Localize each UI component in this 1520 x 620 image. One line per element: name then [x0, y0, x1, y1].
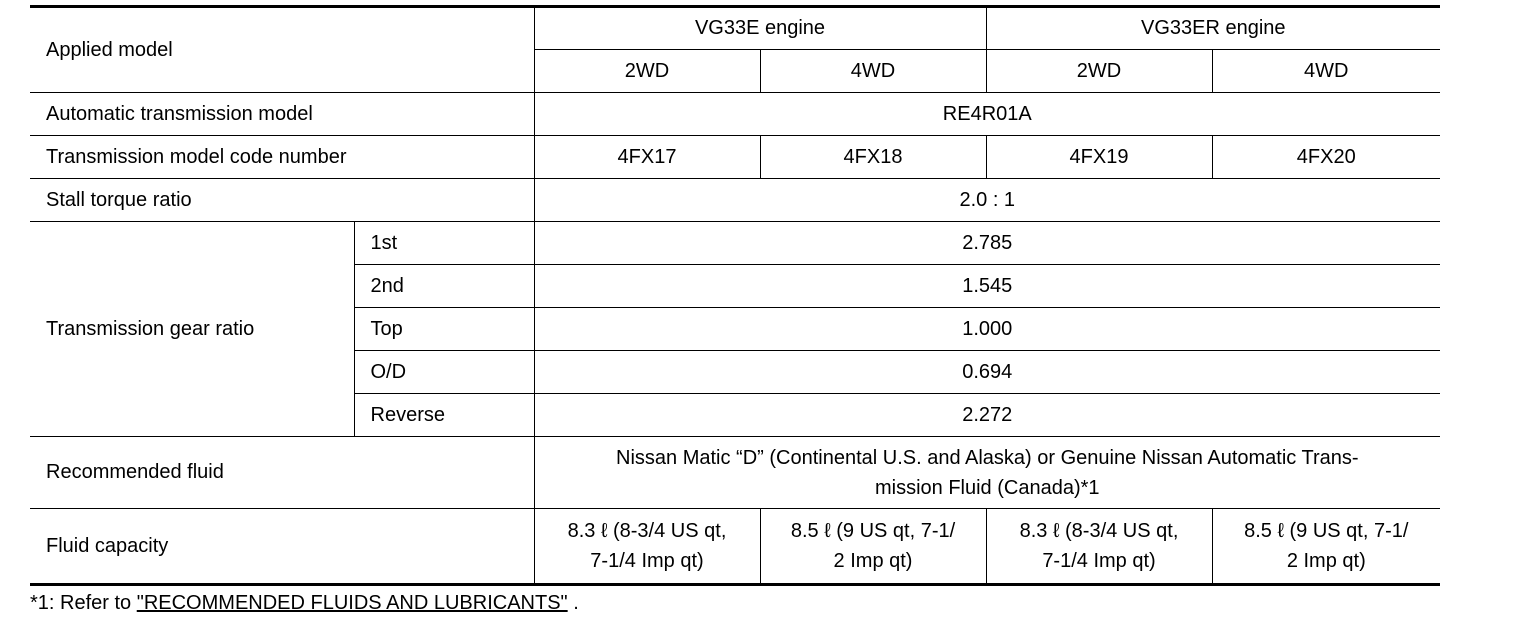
capacity-line: 2 Imp qt) [833, 550, 913, 572]
at-model-value: RE4R01A [534, 93, 1440, 136]
drive-header: 2WD [534, 50, 760, 93]
at-model-label: Automatic transmission model [30, 93, 534, 136]
gear-name: O/D [354, 351, 534, 394]
footnote-prefix: *1: Refer to [30, 592, 132, 614]
stall-torque-value: 2.0 : 1 [534, 179, 1440, 222]
stall-torque-label: Stall torque ratio [30, 179, 534, 222]
code-number-label: Transmission model code number [30, 136, 534, 179]
fluid-capacity-value [1212, 509, 1440, 585]
gear-ratio-value: 1.000 [534, 308, 1440, 351]
fluid-capacity-value [760, 509, 986, 585]
table-row [30, 222, 1440, 265]
table-row [30, 7, 1440, 50]
capacity-line: 8.3 ℓ (8-3/4 US qt, [1019, 520, 1179, 542]
gear-ratio-label: Transmission gear ratio [30, 222, 354, 437]
table-row [30, 93, 1440, 136]
capacity-line: 7-1/4 Imp qt) [590, 550, 704, 572]
at-specification-table [30, 5, 1440, 586]
applied-model-label: Applied model [30, 7, 534, 93]
gear-name: Reverse [354, 394, 534, 437]
gear-ratio-value: 1.545 [534, 265, 1440, 308]
capacity-line: 8.3 ℓ (8-3/4 US qt, [567, 520, 727, 542]
table-row [30, 437, 1440, 509]
capacity-line: 7-1/4 Imp qt) [1042, 550, 1156, 572]
recommended-fluid-value [534, 437, 1440, 509]
gear-ratio-value: 0.694 [534, 351, 1440, 394]
fluid-capacity-value [986, 509, 1212, 585]
capacity-line: 8.5 ℓ (9 US qt, 7-1/ [1244, 520, 1409, 542]
footnote-suffix: . [573, 592, 579, 614]
table-row [30, 509, 1440, 585]
footnote [30, 592, 579, 615]
code-number-value: 4FX20 [1212, 136, 1440, 179]
engine-vg33e-header: VG33E engine [534, 7, 986, 50]
fluid-capacity-label: Fluid capacity [30, 509, 534, 585]
gear-ratio-value: 2.785 [534, 222, 1440, 265]
drive-header: 2WD [986, 50, 1212, 93]
drive-header: 4WD [1212, 50, 1440, 93]
gear-name: 2nd [354, 265, 534, 308]
gear-name: 1st [354, 222, 534, 265]
code-number-value: 4FX19 [986, 136, 1212, 179]
fluid-capacity-value [534, 509, 760, 585]
gear-ratio-value: 2.272 [534, 394, 1440, 437]
fluid-line: mission Fluid (Canada)*1 [874, 476, 1100, 499]
gear-name: Top [354, 308, 534, 351]
capacity-line: 8.5 ℓ (9 US qt, 7-1/ [790, 520, 956, 542]
engine-vg33er-header: VG33ER engine [986, 7, 1440, 50]
code-number-value: 4FX17 [534, 136, 760, 179]
code-number-value: 4FX18 [760, 136, 986, 179]
table-row [30, 179, 1440, 222]
capacity-line: 2 Imp qt) [1286, 550, 1366, 572]
drive-header: 4WD [760, 50, 986, 93]
recommended-fluids-link[interactable]: "RECOMMENDED FLUIDS AND LUBRICANTS" [136, 592, 568, 614]
recommended-fluid-label: Recommended fluid [30, 437, 534, 509]
table-row [30, 136, 1440, 179]
fluid-line: Nissan Matic “D” (Continental U.S. and Alaska) or Genuine Nissan Automatic Trans- [616, 446, 1359, 469]
